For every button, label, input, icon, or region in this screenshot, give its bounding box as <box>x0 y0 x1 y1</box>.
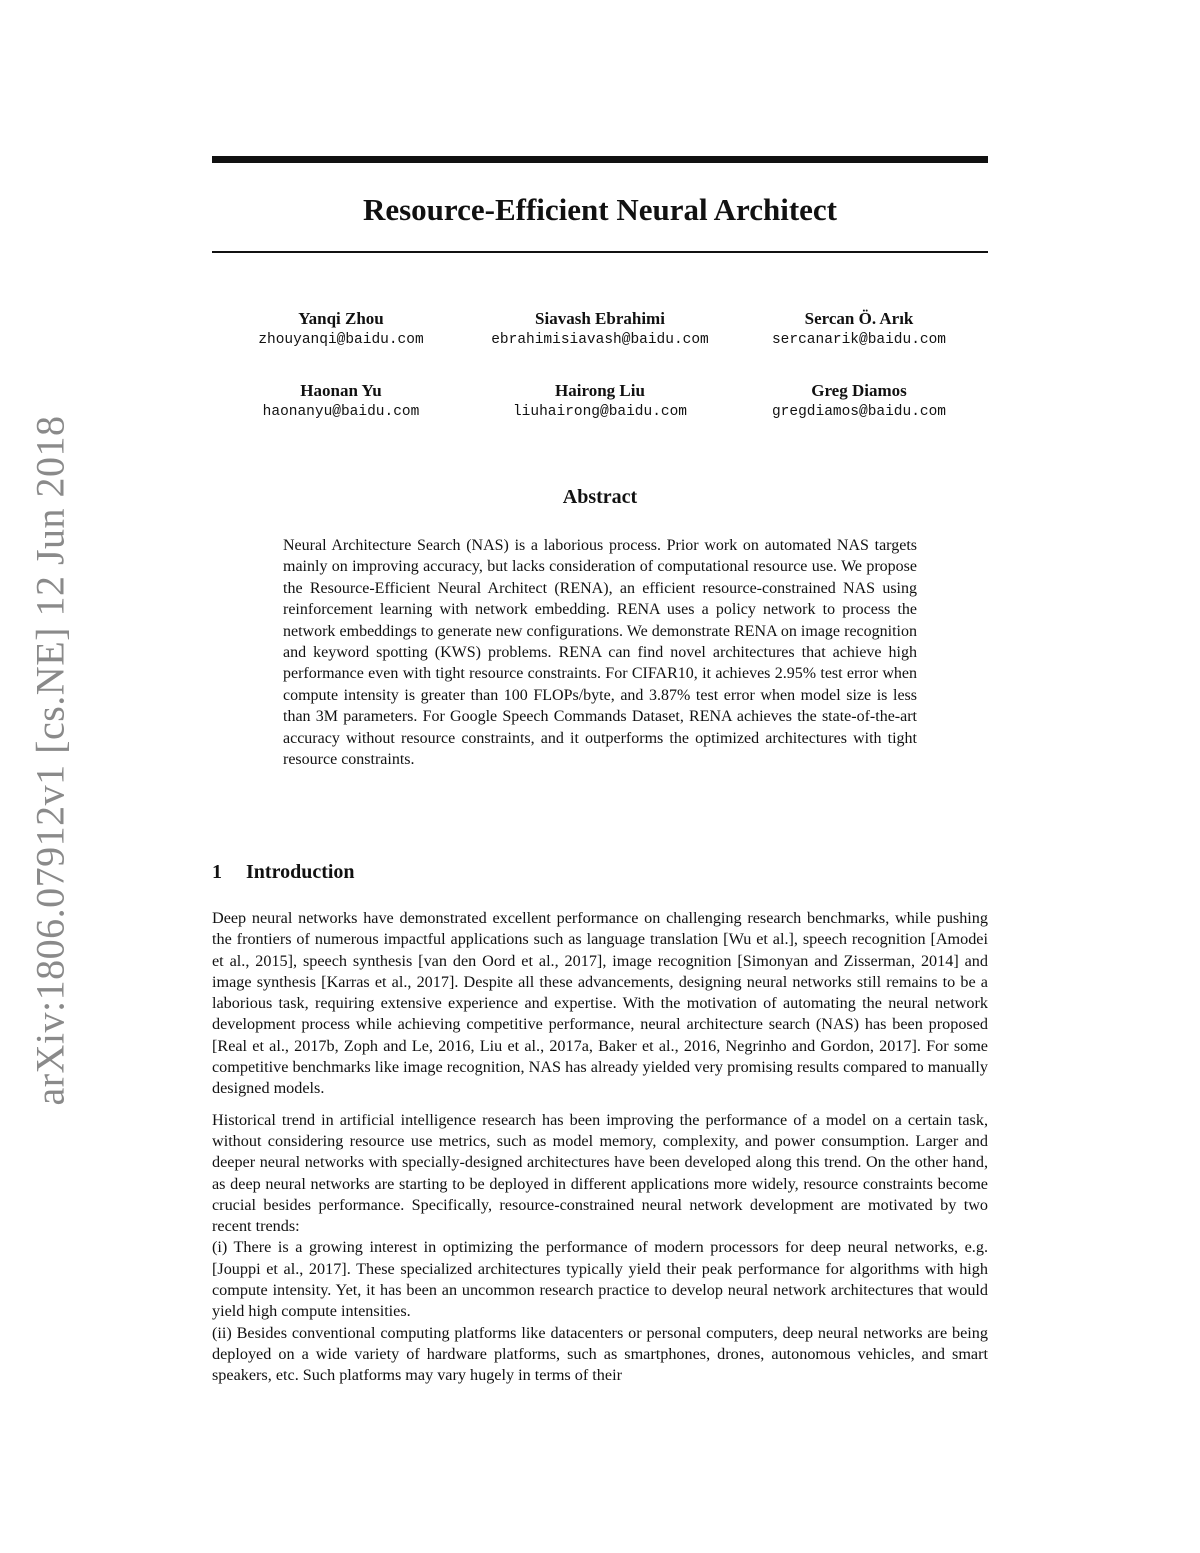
author <box>212 380 470 422</box>
section-heading-introduction <box>212 858 355 886</box>
section-title: Introduction <box>246 861 355 883</box>
author-name: Sercan Ö. Arık <box>804 309 914 328</box>
author-email: sercanarik@baidu.com <box>771 332 947 348</box>
paragraph: Deep neural networks have demonstrated excellent performance on challenging research benchmarks, while pushing the frontiers of numerous impactful applications such as language translation [Wu et al.], speech recognition [Amodei et al., 2015], speech synthesis [van den Oord et al., 2017], image recognition [Simonyan and Zisserman, 2014] and image synthesis [Karras et al., 2017]. Despite all these advancements, designing neural networks still remains to be a laborious task, requiring extensive experience and expertise. With the motivation of automating the neural network development process while achieving competitive performance, neural architecture search (NAS) has been proposed [Real et al., 2017b, Zoph and Le, 2016, Liu et al., 2017a, Baker et al., 2016, Negrinho and Gordon, 2017]. For some competitive benchmarks like image recognition, NAS has already yielded very promising results compared to manually designed models. <box>212 909 988 1098</box>
paragraph: Historical trend in artificial intelligence research has been improving the performance of a model on a certain task, without considering resource use metrics, such as model memory, complexity, and power consumption. Larger and deeper neural networks with specially-designed architectures have been developed along this trend. On the other hand, as deep neural networks are starting to be deployed in different applications more widely, resource constraints become crucial besides performance. Specifically, resource-constrained neural network development are motivated by two recent trends: <box>212 1110 988 1236</box>
author-row-2 <box>212 380 988 422</box>
title-top-rule <box>212 156 988 163</box>
author-name: Hairong Liu <box>555 381 645 400</box>
section-number: 1 <box>212 861 222 883</box>
abstract-text: Neural Architecture Search (NAS) is a laborious process. Prior work on automated NAS targets mainly on improving accuracy, but lacks consideration of computational resource use. We propose the Resource-Efficient Neural Architect (RENA), an efficient resource-constrained NAS using reinforcement learning with network embedding. RENA uses a policy network to process the network embeddings to generate new configurations. We demonstrate RENA on image recognition and keyword spotting (KWS) problems. RENA can find novel architectures that achieve high performance even with tight resource constraints. For CIFAR10, it achieves 2.95% test error when compute intensity is greater than 100 FLOPs/byte, and 3.87% test error when model size is less than 3M parameters. For Google Speech Commands Dataset, RENA achieves the state-of-the-art accuracy without resource constraints, and it outperforms the optimized architectures with tight resource constraints. <box>283 537 917 769</box>
abstract-heading: Abstract <box>562 486 638 508</box>
author-name: Siavash Ebrahimi <box>535 309 665 328</box>
author <box>212 308 470 350</box>
arxiv-identifier: arXiv:1806.07912v1 [cs.NE] 12 Jun 2018 <box>27 414 73 1106</box>
author-email: haonanyu@baidu.com <box>262 404 420 420</box>
author-name: Haonan Yu <box>300 381 382 400</box>
author-block <box>212 308 988 452</box>
author <box>471 380 729 422</box>
author-email: zhouyanqi@baidu.com <box>258 332 424 348</box>
paper-title: Resource-Efficient Neural Architect <box>362 192 838 227</box>
arxiv-margin-stamp <box>27 414 73 1106</box>
author <box>730 308 988 350</box>
author <box>471 308 729 350</box>
author-email: liuhairong@baidu.com <box>512 404 688 420</box>
author-name: Yanqi Zhou <box>298 309 384 328</box>
author-email: ebrahimisiavash@baidu.com <box>491 332 709 348</box>
author-name: Greg Diamos <box>811 381 907 400</box>
list-item: (i) There is a growing interest in optimizing the performance of modern processors for deep neural networks, e.g. [Jouppi et al., 2017]. These specialized architectures typically yield their peak performance for algorithms with high compute intensity. Yet, it has been an uncommon research practice to develop neural network architectures that would yield high compute intensities. <box>212 1238 988 1321</box>
author-row-1 <box>212 308 988 350</box>
author-email: gregdiamos@baidu.com <box>771 404 947 420</box>
list-item: (ii) Besides conventional computing platforms like datacenters or personal computers, deep neural networks are being deployed on a wide variety of hardware platforms, such as smartphones, drones, autonomous vehicles, and smart speakers, etc. Such platforms may vary hugely in terms of their <box>212 1323 988 1385</box>
introduction-body <box>212 908 988 1387</box>
title-bottom-rule <box>212 251 988 253</box>
author <box>730 380 988 422</box>
